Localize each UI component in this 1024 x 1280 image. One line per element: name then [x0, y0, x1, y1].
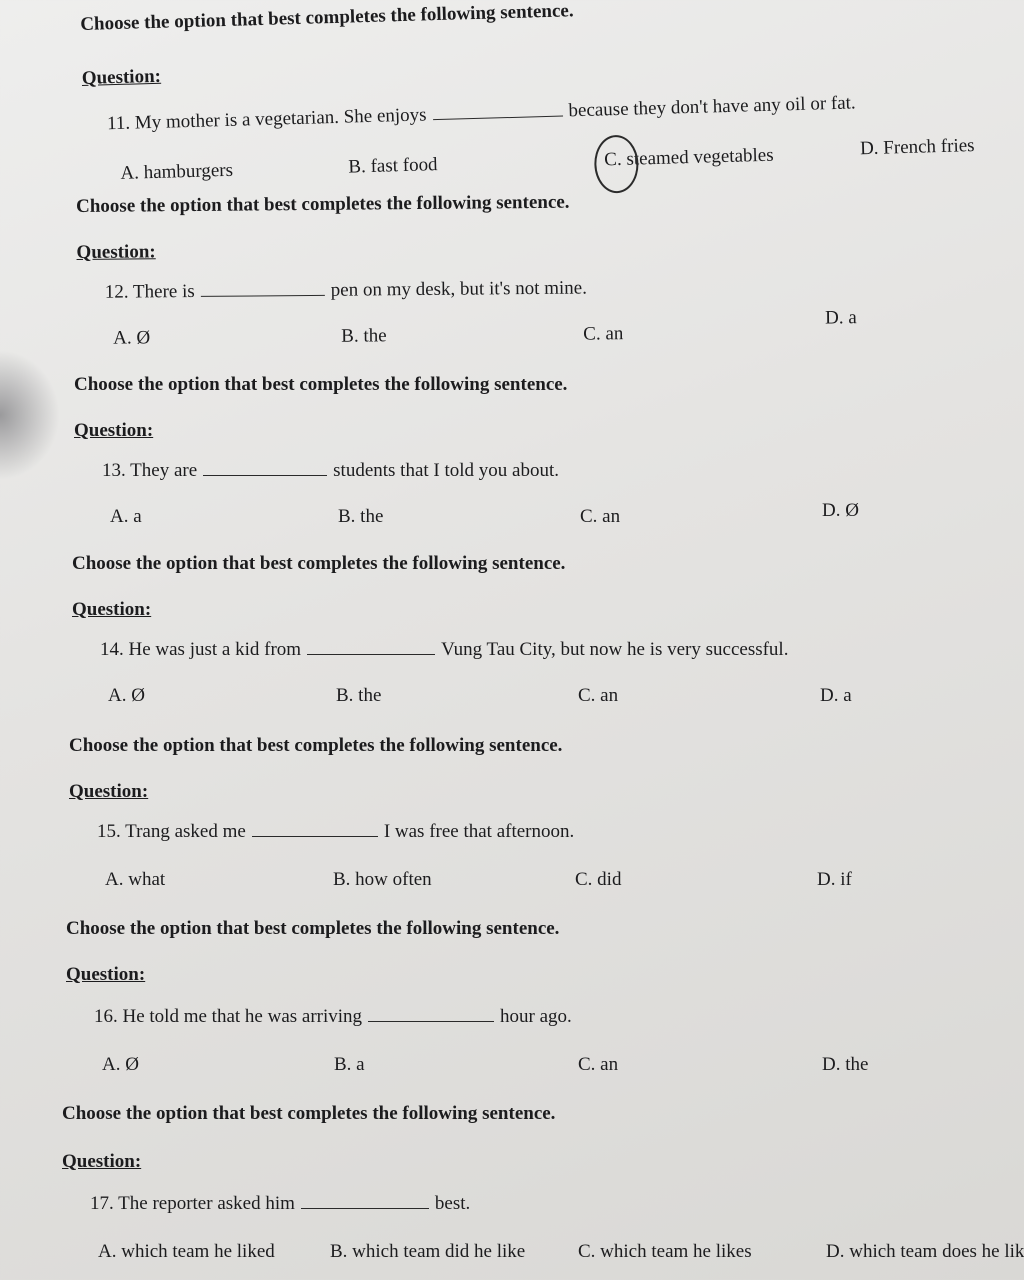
instruction: Choose the option that best completes the following sentence.: [66, 918, 560, 939]
option-c[interactable]: C. an: [583, 323, 624, 345]
option-d[interactable]: D. which team does he lik: [826, 1241, 1024, 1262]
options: [120, 136, 1024, 191]
option-d[interactable]: D. a: [825, 307, 857, 329]
answer-blank: [252, 822, 378, 837]
option-a[interactable]: A. what: [105, 869, 166, 890]
instruction: Choose the option that best completes the following sentence.: [76, 191, 570, 217]
question-stem: 13. They are students that I told you about.: [102, 460, 560, 481]
option-c[interactable]: C. which team he likes: [578, 1241, 752, 1262]
question-label: Question:: [72, 599, 152, 620]
options: [98, 1241, 1024, 1269]
options: [110, 500, 1024, 534]
question-stem: 15. Trang asked me I was free that afternoon.: [97, 821, 575, 842]
options: [108, 685, 1024, 713]
option-a[interactable]: A. Ø: [113, 327, 151, 349]
options: [102, 1054, 1024, 1082]
option-d[interactable]: D. a: [820, 685, 852, 706]
instruction: Choose the option that best completes the following sentence.: [69, 735, 563, 756]
question-block-11: [80, 0, 1024, 184]
instruction: Choose the option that best completes the following sentence.: [74, 374, 568, 395]
answer-blank: [301, 1194, 429, 1209]
option-b[interactable]: B. the: [338, 506, 384, 527]
answer-blank: [307, 640, 435, 655]
question-stem: 11. My mother is a vegetarian. She enjoys because they don't have any oil or fat.: [106, 92, 856, 135]
question-stem: 17. The reporter asked him best.: [90, 1193, 471, 1214]
option-a[interactable]: A. Ø: [108, 685, 145, 706]
question-stem: 12. There is pen on my desk, but it's not mine.: [104, 277, 588, 303]
option-d[interactable]: D. Ø: [822, 500, 859, 521]
option-b[interactable]: B. the: [336, 685, 382, 706]
instruction: Choose the option that best completes the following sentence.: [72, 553, 566, 574]
question-block-12: [76, 187, 1024, 349]
option-c[interactable]: C. an: [578, 1054, 619, 1075]
answer-blank: [368, 1007, 494, 1022]
question-label: Question:: [76, 241, 156, 263]
question-label: Question:: [66, 964, 146, 985]
option-a[interactable]: A. hamburgers: [120, 159, 234, 184]
option-d[interactable]: D. if: [817, 869, 852, 890]
options: [113, 307, 1024, 355]
option-c[interactable]: C. an: [578, 685, 619, 706]
option-c[interactable]: C. did: [575, 869, 622, 890]
option-a[interactable]: A. Ø: [102, 1054, 139, 1075]
instruction: Choose the option that best completes the following sentence.: [62, 1103, 556, 1124]
option-c[interactable]: C. steamed vegetables: [604, 145, 774, 172]
answer-blank: [201, 281, 325, 297]
question-stem: 14. He was just a kid from Vung Tau City, but now he is very successful.: [100, 639, 789, 660]
answer-blank: [432, 102, 562, 121]
options: [105, 869, 1024, 897]
question-stem: 16. He told me that he was arriving hour ago.: [94, 1006, 572, 1027]
question-label: Question:: [69, 781, 149, 802]
option-b[interactable]: B. fast food: [348, 154, 438, 178]
answer-blank: [203, 461, 327, 476]
option-a[interactable]: A. which team he liked: [98, 1241, 275, 1262]
option-b[interactable]: B. a: [334, 1054, 365, 1075]
option-b[interactable]: B. which team did he like: [330, 1241, 526, 1262]
option-b[interactable]: B. the: [341, 325, 387, 347]
question-label: Question:: [62, 1151, 142, 1172]
option-c[interactable]: C. an: [580, 506, 621, 527]
question-label: Question:: [81, 65, 162, 89]
instruction: Choose the option that best completes the following sentence.: [80, 0, 574, 35]
answer-circle: [594, 134, 640, 193]
option-b[interactable]: B. how often: [333, 869, 432, 890]
option-d[interactable]: D. French fries: [859, 135, 975, 160]
option-d[interactable]: D. the: [822, 1054, 869, 1075]
question-label: Question:: [74, 420, 154, 441]
option-a[interactable]: A. a: [110, 506, 142, 527]
